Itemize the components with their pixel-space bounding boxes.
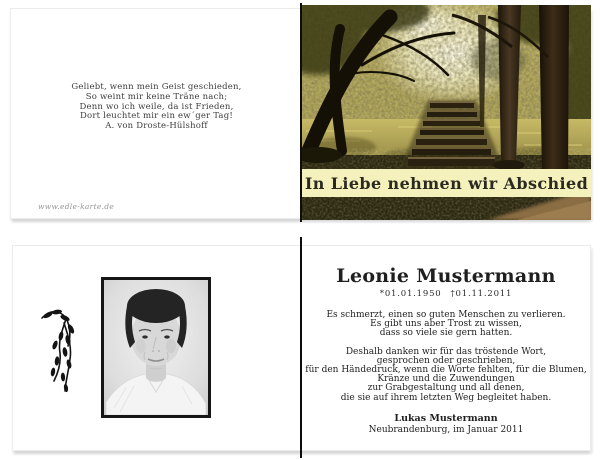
thanks-line: Deshalb danken wir für das tröstende Wort, xyxy=(345,346,547,357)
thanks-line: gesprochen oder geschrieben, xyxy=(376,355,516,366)
fold-line-bottom xyxy=(300,237,302,458)
signature-name: Lukas Mustermann xyxy=(394,412,498,424)
poem-line: Denn wo ich weile, da ist Frieden, xyxy=(79,101,234,112)
birth-date: *01.01.1950 xyxy=(379,289,442,299)
memorial-poem xyxy=(11,83,302,132)
poem-line: Dort leuchtet mir ein ew´ger Tag! xyxy=(80,111,233,122)
verse-line: Es schmerzt, einen so guten Menschen zu verlieren. xyxy=(326,310,566,320)
branch-decoration-icon xyxy=(38,306,82,398)
thanks-line: für den Händedruck, wenn die Worte fehlten, für die Blumen, xyxy=(305,365,587,376)
poem-line: So weint mir keine Träne nach; xyxy=(85,91,228,102)
verse-line: Es gibt uns aber Trost zu wissen, xyxy=(370,319,522,330)
life-dates xyxy=(302,289,590,299)
condolence-verse xyxy=(302,311,590,339)
thanks-line: zur Grabgestaltung und all denen, xyxy=(367,383,525,394)
death-date: †01.11.2011 xyxy=(450,289,513,299)
cover-title-banner xyxy=(302,169,591,197)
poem-line: Geliebt, wenn mein Geist geschieden, xyxy=(71,82,242,92)
portrait-photo xyxy=(101,277,211,418)
website-url: www.edle-karte.de xyxy=(38,202,115,211)
deceased-name: Leonie Mustermann xyxy=(336,265,556,287)
cover-title: In Liebe nehmen wir Abschied xyxy=(304,173,589,193)
fold-line-top xyxy=(300,3,302,222)
cover-photo xyxy=(302,5,591,220)
place-date: Neubrandenburg, im Januar 2011 xyxy=(368,424,524,435)
thanks-line: die sie auf ihrem letzten Weg begleitet haben. xyxy=(340,392,552,403)
poem-author: A. von Droste-Hülshoff xyxy=(105,121,208,132)
memorial-text-panel xyxy=(302,246,590,450)
thanks-text xyxy=(302,348,590,403)
portrait-illustration xyxy=(104,280,208,415)
thanks-line: Kränze und die Zuwendungen xyxy=(377,374,515,385)
verse-line: dass so viele sie gern hatten. xyxy=(379,328,513,339)
